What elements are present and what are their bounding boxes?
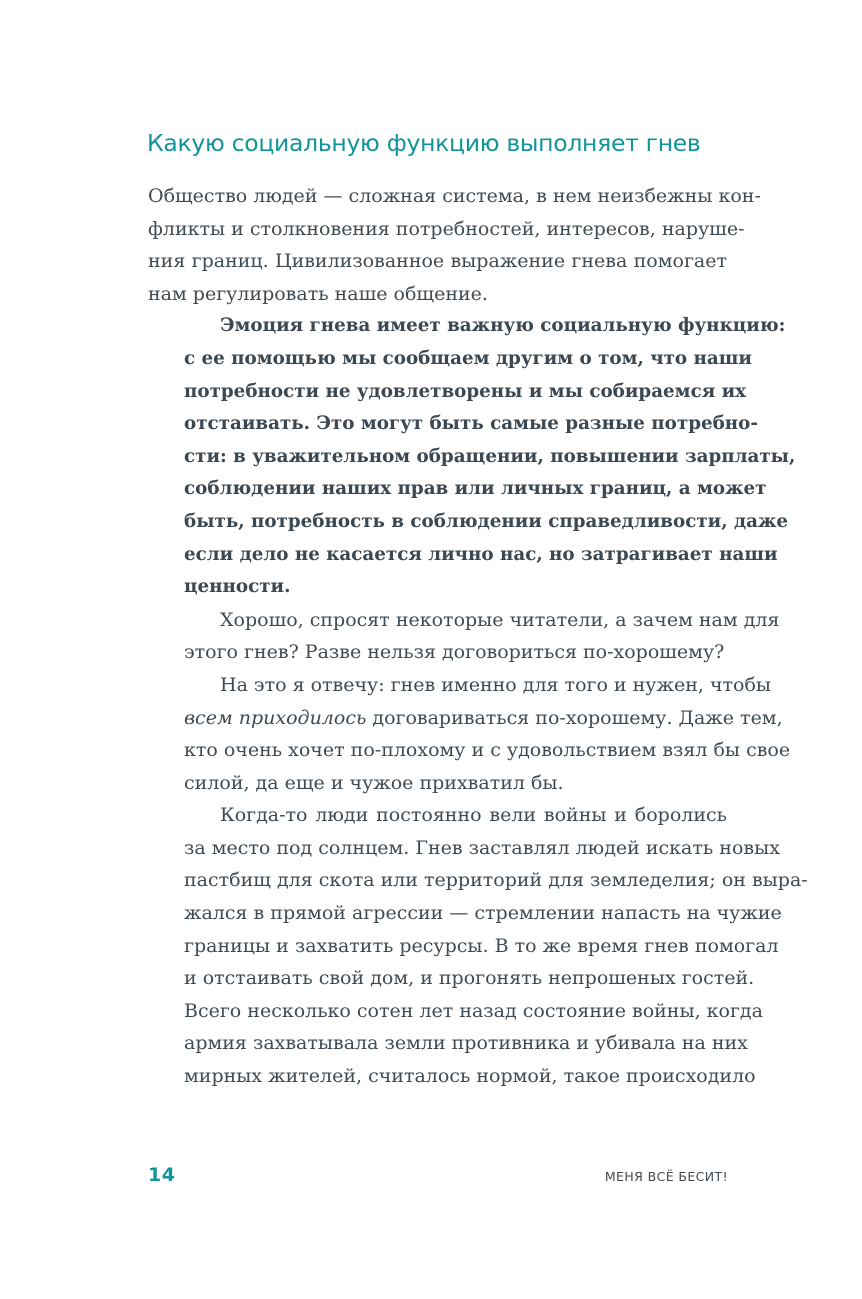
text-line-with-emphasis [148, 702, 783, 735]
paragraph-5 [148, 799, 808, 1092]
text-line: На это я отвечу: гнев именно для того и нужен, чтобы [220, 673, 772, 696]
text-line: соблюдении наших прав или личных границ, а может [184, 478, 767, 500]
text-line: пастбищ для скота или территорий для земледелия; он выра- [184, 869, 808, 892]
text-line: быть, потребность в соблюдении справедливости, даже [184, 510, 789, 532]
text-line: ценности. [184, 576, 291, 598]
text-line: с ее помощью мы сообщаем другим о том, что наши [184, 347, 752, 369]
text-fragment: договариваться по-хорошему. Даже тем, [366, 706, 783, 729]
text-line: Эмоция гнева имеет важную социальную функцию: [220, 315, 786, 337]
text-line: армия захватывала земли противника и убивала на них [184, 1032, 748, 1055]
text-line: силой, да еще и чужое прихватил бы. [184, 771, 564, 794]
text-line: сти: в уважительном обращении, повышении зарплаты, [184, 445, 796, 467]
text-line: этого гнев? Разве нельзя договориться по-хорошему? [184, 641, 725, 664]
paragraph-3 [148, 604, 780, 669]
italic-emphasis: всем приходилось [184, 706, 367, 729]
text-line: если дело не касается лично нас, но затрагивает наши [184, 543, 778, 565]
text-line: границы и захватить ресурсы. В то же время гнев помогал [184, 934, 779, 957]
page-number: 14 [148, 1164, 176, 1186]
text-line: Когда-то люди постоянно вели войны и боролись [220, 804, 727, 827]
body-text [148, 180, 808, 1093]
section-heading: Какую социальную функцию выполняет гнев [147, 129, 701, 157]
running-title: МЕНЯ ВСЁ БЕСИТ! [604, 1169, 728, 1184]
text-line: отстаивать. Это могут быть самые разные потребно- [184, 413, 758, 435]
text-line: за место под солнцем. Гнев заставлял людей искать новых [184, 836, 780, 859]
text-line: кто очень хочет по-плохому и с удовольствием взял бы свое [184, 739, 791, 762]
text-line: нам регулировать наше общение. [148, 282, 488, 305]
text-line: потребности не удовлетворены и мы собираемся их [184, 380, 747, 402]
paragraph-4 [148, 669, 791, 799]
paragraph-1 [148, 180, 761, 310]
text-line: Всего несколько сотен лет назад состояние войны, когда [184, 999, 763, 1022]
text-line: Хорошо, спросят некоторые читатели, а зачем нам для [220, 608, 780, 631]
text-line: Общество людей — сложная система, в нем неизбежны кон- [148, 185, 761, 207]
paragraph-2-emphasized [148, 310, 796, 603]
text-line: и отстаивать свой дом, и прогонять непрошеных гостей. [184, 967, 755, 990]
text-line: ния границ. Цивилизованное выражение гнева помогает [148, 250, 727, 273]
text-line: мирных жителей, считалось нормой, такое происходило [184, 1065, 756, 1088]
text-line: жался в прямой агрессии — стремлении напасть на чужие [184, 902, 782, 925]
text-line: фликты и столкновения потребностей, интересов, наруше- [148, 217, 745, 240]
